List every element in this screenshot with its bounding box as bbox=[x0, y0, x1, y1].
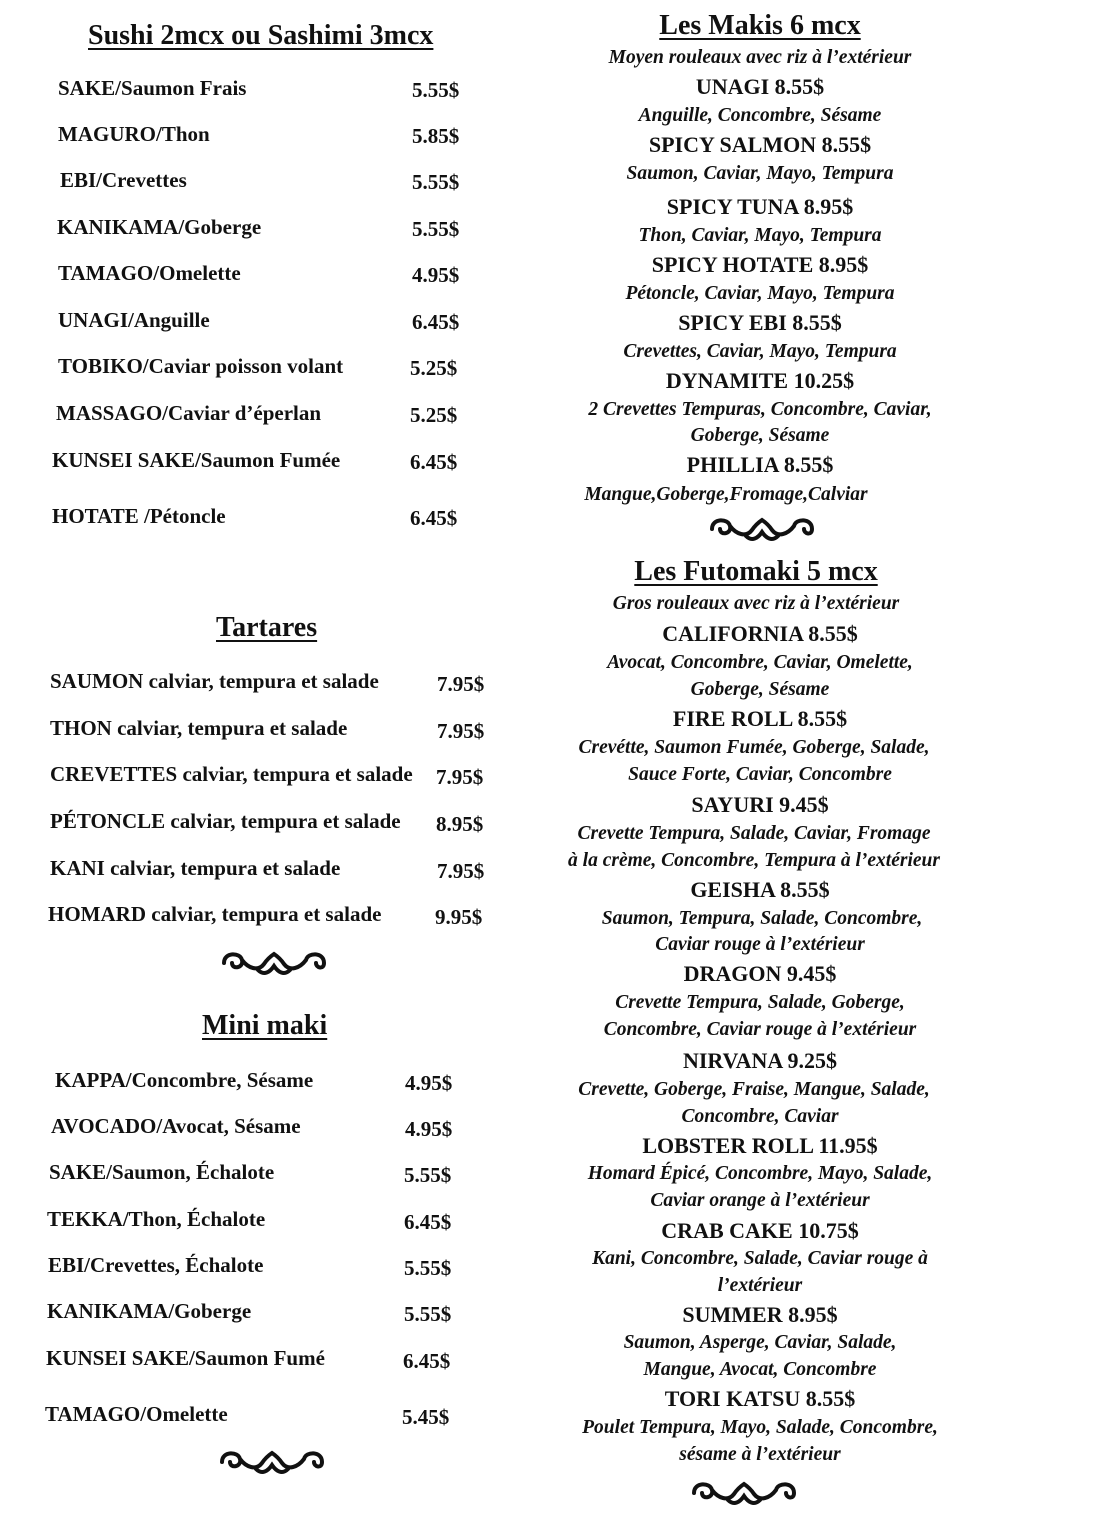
sushi-item-name: KUNSEI SAKE/Saumon Fumée bbox=[52, 448, 341, 472]
tartare-item-price: 7.95$ bbox=[437, 672, 485, 696]
maki-item-name: SPICY SALMON 8.55$ bbox=[648, 132, 872, 157]
futomaki-item-desc: Crevette Tempura, Salade, Goberge, bbox=[615, 992, 905, 1013]
maki-item-name: DYNAMITE 10.25$ bbox=[665, 368, 855, 393]
scroll-ornament-icon bbox=[688, 1478, 800, 1508]
futomaki-item-name: NIRVANA 9.25$ bbox=[682, 1048, 838, 1073]
sushi-item-price: 5.25$ bbox=[410, 403, 458, 427]
minimaki-item-price: 6.45$ bbox=[403, 1349, 451, 1373]
sushi-item-price: 5.55$ bbox=[412, 78, 460, 102]
tartare-item-name: HOMARD bbox=[48, 902, 146, 926]
futomaki-item-desc: Poulet Tempura, Mayo, Salade, Concombre, bbox=[582, 1417, 938, 1438]
futomaki-item-desc: Sauce Forte, Caviar, Concombre bbox=[628, 764, 892, 785]
minimaki-item-name: EBI/Crevettes, Échalote bbox=[48, 1253, 264, 1277]
futomaki-section-title: Les Futomaki 5 mcx bbox=[634, 556, 878, 587]
maki-item-desc: Anguille, Concombre, Sésame bbox=[638, 105, 882, 126]
sushi-item-price: 5.85$ bbox=[412, 124, 460, 148]
maki-item-desc: Crevettes, Caviar, Mayo, Tempura bbox=[623, 341, 897, 362]
futomaki-item-name: TORI KATSU 8.55$ bbox=[664, 1386, 856, 1411]
minimaki-item-name: KUNSEI SAKE/Saumon Fumé bbox=[46, 1346, 325, 1370]
tartare-item-detail: calviar, tempura et salade bbox=[111, 716, 348, 740]
futomaki-item-desc: Avocat, Concombre, Caviar, Omelette, bbox=[607, 652, 913, 673]
tartare-item-name: PÉTONCLE bbox=[50, 809, 166, 833]
sushi-section-title: Sushi 2mcx ou Sashimi 3mcx bbox=[88, 20, 434, 51]
futomaki-item-name: FIRE ROLL 8.55$ bbox=[672, 706, 848, 731]
tartare-item bbox=[50, 809, 401, 834]
tartare-item bbox=[48, 902, 381, 927]
futomaki-item-desc: l’extérieur bbox=[717, 1275, 803, 1296]
minimaki-section-title: Mini maki bbox=[202, 1010, 328, 1041]
minimaki-item-price: 4.95$ bbox=[405, 1117, 453, 1141]
minimaki-item-name: TAMAGO/Omelette bbox=[45, 1402, 228, 1426]
sushi-item-name: TAMAGO/Omelette bbox=[58, 261, 241, 285]
tartare-item bbox=[50, 762, 413, 787]
tartare-item-name: SAUMON bbox=[50, 669, 144, 693]
sushi-item-price: 6.45$ bbox=[412, 310, 460, 334]
tartare-item-price: 7.95$ bbox=[437, 859, 485, 883]
maki-item-name: SPICY TUNA 8.95$ bbox=[666, 194, 854, 219]
minimaki-item-price: 5.45$ bbox=[402, 1405, 450, 1429]
tartare-item-price: 7.95$ bbox=[436, 765, 484, 789]
sushi-item-price: 5.55$ bbox=[412, 217, 460, 241]
tartare-item-detail: calviar, tempura et salade bbox=[177, 762, 413, 786]
futomaki-item-desc: Concombre, Caviar rouge à l’extérieur bbox=[603, 1019, 917, 1040]
minimaki-item-name: KANIKAMA/Goberge bbox=[47, 1299, 252, 1323]
futomaki-item-desc: Crevétte, Saumon Fumée, Goberge, Salade, bbox=[578, 737, 930, 758]
tartare-item-name: KANI bbox=[50, 856, 105, 880]
minimaki-item-price: 6.45$ bbox=[404, 1210, 452, 1234]
maki-item-desc: Thon, Caviar, Mayo, Tempura bbox=[638, 225, 882, 246]
maki-item-name: SPICY HOTATE 8.95$ bbox=[651, 252, 869, 277]
futomaki-item-desc: Caviar rouge à l’extérieur bbox=[655, 934, 865, 955]
tartare-item-detail: calviar, tempura et salade bbox=[104, 856, 341, 880]
futomaki-item-desc: Goberge, Sésame bbox=[690, 679, 830, 700]
scroll-ornament-icon bbox=[706, 514, 818, 544]
futomaki-item-desc: Concombre, Caviar bbox=[681, 1106, 839, 1127]
minimaki-item-price: 4.95$ bbox=[405, 1071, 453, 1095]
futomaki-item-name: CALIFORNIA 8.55$ bbox=[662, 621, 858, 646]
sushi-item-name: TOBIKO/Caviar poisson volant bbox=[58, 354, 344, 378]
tartare-item bbox=[50, 716, 347, 741]
sushi-item-name: HOTATE /Pétoncle bbox=[52, 504, 226, 528]
minimaki-item-price: 5.55$ bbox=[404, 1256, 452, 1280]
minimaki-item-name: KAPPA/Concombre, Sésame bbox=[55, 1068, 314, 1092]
tartare-item-price: 8.95$ bbox=[436, 812, 484, 836]
sushi-item-name: SAKE/Saumon Frais bbox=[58, 76, 247, 100]
maki-item-desc: Pétoncle, Caviar, Mayo, Tempura bbox=[625, 283, 895, 304]
futomaki-item-desc: Mangue, Avocat, Concombre bbox=[643, 1359, 877, 1380]
futomaki-item-name: SAYURI 9.45$ bbox=[691, 792, 829, 817]
sushi-item-name: MASSAGO/Caviar d’éperlan bbox=[56, 401, 322, 425]
futomaki-item-name: DRAGON 9.45$ bbox=[683, 961, 837, 986]
sushi-item-price: 4.95$ bbox=[412, 263, 460, 287]
maki-item-desc: Goberge, Sésame bbox=[690, 425, 830, 446]
tartare-item-detail: calviar, tempura et salade bbox=[146, 902, 382, 926]
minimaki-item-name: SAKE/Saumon, Échalote bbox=[49, 1160, 275, 1184]
sushi-item-name: KANIKAMA/Goberge bbox=[57, 215, 262, 239]
tartare-item bbox=[50, 856, 340, 881]
maki-item-desc: Saumon, Caviar, Mayo, Tempura bbox=[626, 163, 894, 184]
maki-item-name: PHILLIA 8.55$ bbox=[686, 452, 834, 477]
makis-section-title: Les Makis 6 mcx bbox=[659, 10, 861, 41]
maki-item-name: UNAGI 8.55$ bbox=[695, 74, 825, 99]
futomaki-item-desc: Saumon, Asperge, Caviar, Salade, bbox=[623, 1332, 897, 1353]
sushi-item-name: UNAGI/Anguille bbox=[58, 308, 210, 332]
tartare-item-detail: calviar, tempura et salade bbox=[165, 809, 401, 833]
tartare-item-price: 9.95$ bbox=[435, 905, 483, 929]
sushi-item-price: 5.25$ bbox=[410, 356, 458, 380]
tartare-item bbox=[50, 669, 379, 694]
futomaki-item-desc: Saumon, Tempura, Salade, Concombre, bbox=[601, 908, 923, 929]
tartares-section-title: Tartares bbox=[216, 612, 318, 643]
futomaki-item-name: GEISHA 8.55$ bbox=[690, 877, 830, 902]
sushi-item-name: MAGURO/Thon bbox=[58, 122, 210, 146]
futomaki-item-desc: Homard Épicé, Concombre, Mayo, Salade, bbox=[587, 1163, 933, 1184]
futomaki-item-desc: Crevette Tempura, Salade, Caviar, Fromage bbox=[577, 823, 931, 844]
minimaki-item-price: 5.55$ bbox=[404, 1163, 452, 1187]
minimaki-item-price: 5.55$ bbox=[404, 1302, 452, 1326]
scroll-ornament-icon bbox=[218, 948, 330, 978]
futomaki-item-desc: Caviar orange à l’extérieur bbox=[650, 1190, 870, 1211]
sushi-item-name: EBI/Crevettes bbox=[60, 168, 187, 192]
makis-subtitle: Moyen rouleaux avec riz à l’extérieur bbox=[608, 47, 912, 68]
futomaki-subtitle: Gros rouleaux avec riz à l’extérieur bbox=[612, 593, 900, 614]
maki-item-name: SPICY EBI 8.55$ bbox=[678, 310, 842, 335]
tartare-item-name: THON bbox=[50, 716, 112, 740]
futomaki-item-desc: Kani, Concombre, Salade, Caviar rouge à bbox=[592, 1248, 928, 1269]
minimaki-item-name: TEKKA/Thon, Échalote bbox=[47, 1207, 266, 1231]
futomaki-item-name: LOBSTER ROLL 11.95$ bbox=[642, 1133, 878, 1158]
futomaki-item-desc: à la crème, Concombre, Tempura à l’extérieur bbox=[568, 850, 940, 871]
maki-item-desc: 2 Crevettes Tempuras, Concombre, Caviar, bbox=[588, 399, 932, 420]
sushi-item-price: 6.45$ bbox=[410, 450, 458, 474]
maki-item-desc: Mangue,Goberge,Fromage,Calviar bbox=[584, 484, 868, 505]
futomaki-item-name: CRAB CAKE 10.75$ bbox=[661, 1218, 859, 1243]
futomaki-item-desc: sésame à l’extérieur bbox=[679, 1444, 841, 1465]
sushi-item-price: 6.45$ bbox=[410, 506, 458, 530]
futomaki-item-name: SUMMER 8.95$ bbox=[682, 1302, 838, 1327]
futomaki-item-desc: Crevette, Goberge, Fraise, Mangue, Salade, bbox=[578, 1079, 930, 1100]
tartare-item-price: 7.95$ bbox=[437, 719, 485, 743]
tartare-item-name: CREVETTES bbox=[50, 762, 178, 786]
sushi-item-price: 5.55$ bbox=[412, 170, 460, 194]
scroll-ornament-icon bbox=[216, 1447, 328, 1477]
tartare-item-detail: calviar, tempura et salade bbox=[143, 669, 379, 693]
minimaki-item-name: AVOCADO/Avocat, Sésame bbox=[51, 1114, 301, 1138]
